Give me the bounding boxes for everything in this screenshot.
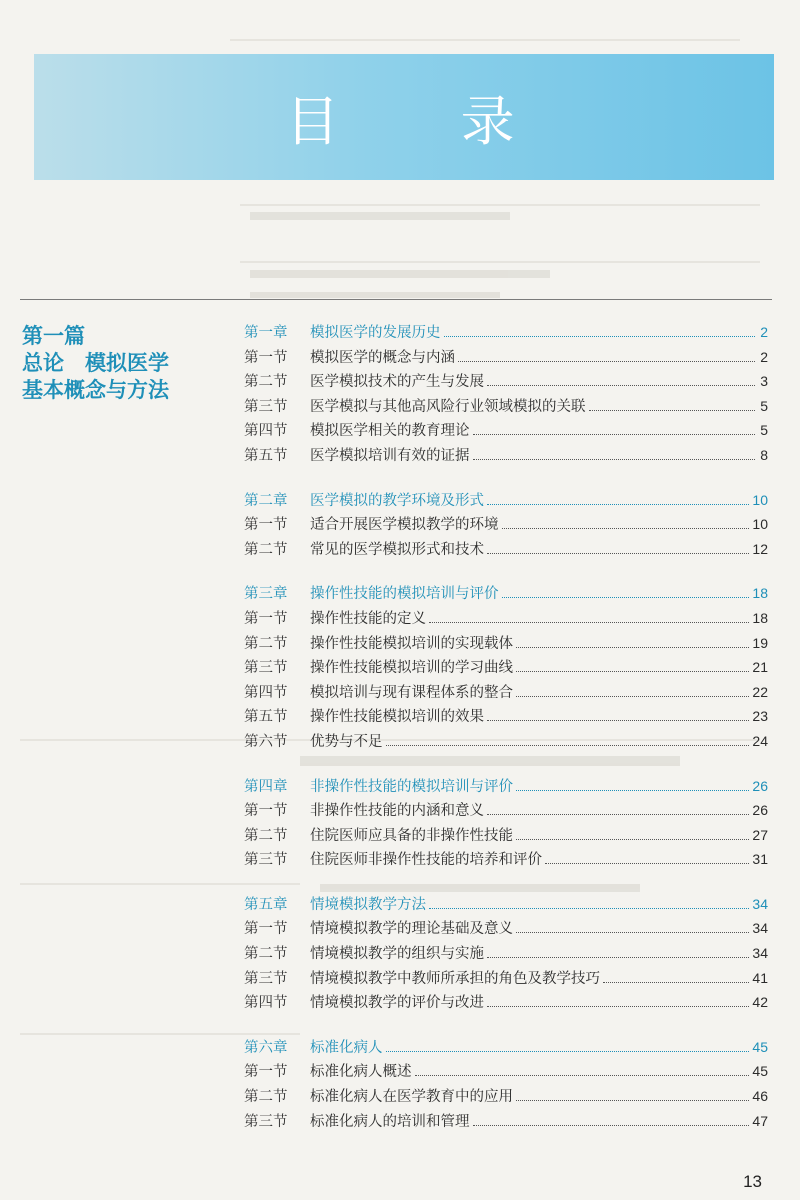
dot-leader <box>487 1006 749 1007</box>
entry-title: 情境模拟教学的评价与改进 <box>310 995 484 1012</box>
entry-title: 标准化病人 <box>310 1039 383 1056</box>
dot-leader <box>386 745 750 746</box>
dot-leader <box>589 410 756 411</box>
chapter-block <box>244 1036 768 1134</box>
dot-leader <box>516 647 749 648</box>
entry-title: 医学模拟技术的产生与发展 <box>310 374 484 391</box>
entry-page: 10 <box>752 516 768 533</box>
entry-number: 第一节 <box>244 610 288 627</box>
dot-leader <box>386 1051 750 1052</box>
toc-section-entry[interactable] <box>244 967 768 992</box>
dot-leader <box>429 622 749 623</box>
dot-leader <box>473 1125 750 1126</box>
dot-leader <box>473 434 756 435</box>
entry-title: 操作性技能的模拟培训与评价 <box>310 586 499 603</box>
toc-section-entry[interactable] <box>244 824 768 849</box>
entry-page: 19 <box>752 634 768 651</box>
toc-section-entry[interactable] <box>244 395 768 420</box>
toc-chapter-entry[interactable] <box>244 1036 768 1061</box>
entry-title: 模拟医学的概念与内涵 <box>310 349 455 366</box>
entry-title: 医学模拟与其他高风险行业领域模拟的关联 <box>310 398 586 415</box>
entry-page: 2 <box>760 348 768 365</box>
toc-section-entry[interactable] <box>244 444 768 469</box>
toc-chapter-entry[interactable] <box>244 893 768 918</box>
entry-number: 第三节 <box>244 398 288 415</box>
part-label: 第一篇 <box>22 323 85 348</box>
toc-section-entry[interactable] <box>244 632 768 657</box>
entry-number: 第一节 <box>244 349 288 366</box>
page-title: 目 录 <box>285 89 567 153</box>
dot-leader <box>458 361 755 362</box>
entry-number: 第一节 <box>244 921 288 938</box>
toc-section-entry[interactable] <box>244 1060 768 1085</box>
dot-leader <box>516 790 749 791</box>
entry-title: 情境模拟教学的组织与实施 <box>310 946 484 963</box>
toc-section-entry[interactable] <box>244 681 768 706</box>
entry-title: 情境模拟教学的理论基础及意义 <box>310 921 513 938</box>
part-title-line1: 总论 模拟医学 <box>22 350 169 375</box>
entry-title: 医学模拟培训有效的证据 <box>310 447 470 464</box>
entry-number: 第四节 <box>244 423 288 440</box>
chapter-block <box>244 489 768 563</box>
entry-title: 标准化病人的培训和管理 <box>310 1113 470 1130</box>
toc-chapter-entry[interactable] <box>244 321 768 346</box>
entry-page: 27 <box>752 826 768 843</box>
toc-section-entry[interactable] <box>244 991 768 1016</box>
entry-title: 非操作性技能的内涵和意义 <box>310 803 484 820</box>
entry-page: 23 <box>752 708 768 725</box>
toc-section-entry[interactable] <box>244 848 768 873</box>
dot-leader <box>487 553 749 554</box>
toc-section-entry[interactable] <box>244 370 768 395</box>
toc-section-entry[interactable] <box>244 538 768 563</box>
entry-title: 标准化病人在医学教育中的应用 <box>310 1089 513 1106</box>
entry-page: 18 <box>752 609 768 626</box>
toc-section-entry[interactable] <box>244 419 768 444</box>
entry-title: 住院医师应具备的非操作性技能 <box>310 827 513 844</box>
toc-chapter-entry[interactable] <box>244 775 768 800</box>
dot-leader <box>516 839 749 840</box>
entry-page: 31 <box>752 851 768 868</box>
toc-chapter-entry[interactable] <box>244 489 768 514</box>
divider-line <box>20 299 772 300</box>
entry-title: 模拟医学的发展历史 <box>310 325 441 341</box>
entry-page: 3 <box>760 373 768 390</box>
dot-leader <box>444 336 756 337</box>
entry-title: 标准化病人概述 <box>310 1064 412 1081</box>
page-number: 13 <box>743 1172 762 1191</box>
toc-section-entry[interactable] <box>244 656 768 681</box>
toc-section-entry[interactable] <box>244 730 768 755</box>
entry-page: 41 <box>752 969 768 986</box>
toc-section-entry[interactable] <box>244 705 768 730</box>
entry-page: 26 <box>752 777 768 794</box>
toc-section-entry[interactable] <box>244 799 768 824</box>
dot-leader <box>502 597 750 598</box>
toc-section-entry[interactable] <box>244 1085 768 1110</box>
entry-number: 第一节 <box>244 517 288 534</box>
chapter-block <box>244 582 768 754</box>
dot-leader <box>502 528 750 529</box>
entry-number: 第二节 <box>244 827 288 844</box>
entry-page: 45 <box>752 1063 768 1080</box>
entry-number: 第二节 <box>244 374 288 391</box>
entry-page: 5 <box>760 397 768 414</box>
entry-number: 第五节 <box>244 447 288 464</box>
dot-leader <box>487 504 749 505</box>
entry-number: 第四节 <box>244 995 288 1012</box>
dot-leader <box>545 863 749 864</box>
dot-leader <box>487 957 749 958</box>
toc-chapter-entry[interactable] <box>244 582 768 607</box>
entry-number: 第四节 <box>244 684 288 701</box>
entry-number: 第三章 <box>244 586 288 603</box>
dot-leader <box>603 982 749 983</box>
entry-page: 21 <box>752 659 768 676</box>
entry-number: 第三节 <box>244 970 288 987</box>
dot-leader <box>415 1075 750 1076</box>
part-title-line2: 基本概念与方法 <box>22 377 169 402</box>
chapter-block <box>244 321 768 469</box>
entry-title: 优势与不足 <box>310 733 383 750</box>
entry-title: 住院医师非操作性技能的培养和评价 <box>310 852 542 869</box>
title-banner <box>34 54 774 180</box>
entry-number: 第三节 <box>244 852 288 869</box>
entry-page: 47 <box>752 1112 768 1129</box>
entry-page: 34 <box>752 895 768 912</box>
entry-page: 18 <box>752 585 768 602</box>
entry-number: 第一节 <box>244 1064 288 1081</box>
dot-leader <box>516 932 749 933</box>
dot-leader <box>473 459 756 460</box>
entry-title: 情境模拟教学方法 <box>310 896 426 913</box>
entry-page: 5 <box>760 422 768 439</box>
toc-section-entry[interactable] <box>244 346 768 371</box>
entry-number: 第五节 <box>244 709 288 726</box>
chapter-block <box>244 893 768 1016</box>
entry-number: 第二节 <box>244 1089 288 1106</box>
entry-page: 45 <box>752 1038 768 1055</box>
entry-title: 模拟医学相关的教育理论 <box>310 423 470 440</box>
entry-title: 医学模拟的教学环境及形式 <box>310 492 484 509</box>
entry-page: 10 <box>752 491 768 508</box>
entry-title: 模拟培训与现有课程体系的整合 <box>310 684 513 701</box>
dot-leader <box>516 1100 749 1101</box>
dot-leader <box>487 814 749 815</box>
entry-page: 24 <box>752 732 768 749</box>
entry-title: 情境模拟教学中教师所承担的角色及教学技巧 <box>310 970 600 987</box>
entry-page: 22 <box>752 683 768 700</box>
entry-number: 第三节 <box>244 660 288 677</box>
entry-number: 第二节 <box>244 541 288 558</box>
entry-page: 42 <box>752 994 768 1011</box>
toc-section-entry[interactable] <box>244 1110 768 1135</box>
entry-title: 操作性技能模拟培训的效果 <box>310 709 484 726</box>
entry-page: 34 <box>752 920 768 937</box>
entry-number: 第二章 <box>244 492 288 509</box>
entry-number: 第一节 <box>244 803 288 820</box>
dot-leader <box>487 385 755 386</box>
toc-section-entry[interactable] <box>244 917 768 942</box>
entry-number: 第六章 <box>244 1039 288 1056</box>
entry-page: 2 <box>760 324 768 340</box>
entry-title: 非操作性技能的模拟培训与评价 <box>310 778 513 795</box>
chapter-block <box>244 775 768 873</box>
entry-number: 第一章 <box>244 325 288 341</box>
toc-section-entry[interactable] <box>244 942 768 967</box>
part-heading <box>22 322 222 403</box>
entry-page: 12 <box>752 540 768 557</box>
entry-page: 26 <box>752 802 768 819</box>
entry-page: 46 <box>752 1088 768 1105</box>
toc-section-entry[interactable] <box>244 513 768 538</box>
entry-page: 34 <box>752 945 768 962</box>
table-of-contents <box>244 321 768 1154</box>
entry-title: 适合开展医学模拟教学的环境 <box>310 517 499 534</box>
dot-leader <box>516 671 749 672</box>
entry-title: 常见的医学模拟形式和技术 <box>310 541 484 558</box>
dot-leader <box>516 696 749 697</box>
toc-section-entry[interactable] <box>244 607 768 632</box>
entry-title: 操作性技能的定义 <box>310 610 426 627</box>
entry-number: 第六节 <box>244 733 288 750</box>
entry-title: 操作性技能模拟培训的学习曲线 <box>310 660 513 677</box>
entry-title: 操作性技能模拟培训的实现载体 <box>310 635 513 652</box>
dot-leader <box>487 720 749 721</box>
entry-number: 第三节 <box>244 1113 288 1130</box>
entry-number: 第二节 <box>244 635 288 652</box>
entry-number: 第四章 <box>244 778 288 795</box>
dot-leader <box>429 908 749 909</box>
entry-page: 8 <box>760 446 768 463</box>
entry-number: 第五章 <box>244 896 288 913</box>
entry-number: 第二节 <box>244 946 288 963</box>
